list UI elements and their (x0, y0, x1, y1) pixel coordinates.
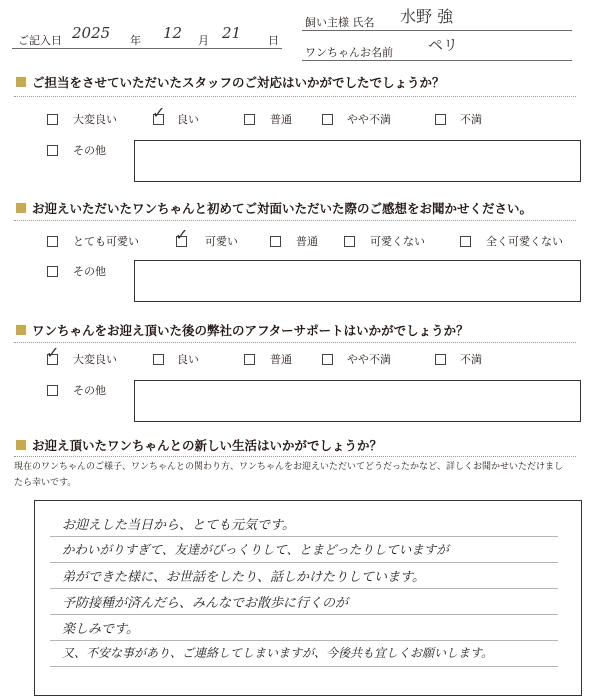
checkbox-other[interactable] (47, 385, 58, 396)
date-day: 21 (222, 24, 242, 42)
option-label: とても可愛い (73, 235, 139, 248)
checkbox-normal[interactable] (244, 354, 255, 365)
answer-line: かわいがりすぎて、友達がびっくりして、とまどったりしていますが (62, 542, 449, 557)
ruled-line (50, 562, 558, 563)
dotted-divider (14, 456, 576, 457)
ruled-line (50, 588, 558, 589)
ruled-line (50, 536, 558, 537)
owner-name: 水野 強 (400, 7, 454, 26)
dotted-divider (14, 342, 576, 343)
checkbox-normal[interactable] (244, 114, 255, 125)
checkbox-good[interactable] (153, 354, 164, 365)
checkbox-normal[interactable] (270, 236, 281, 247)
checkbox-very-cute[interactable] (47, 236, 58, 247)
other-text-box[interactable] (134, 140, 581, 182)
option-label: 大変良い (73, 353, 117, 366)
question-title: お迎えいただいたワンちゃんと初めてご対面いただいた際のご感想をお聞かせください。 (32, 201, 533, 216)
day-label: 日 (268, 34, 279, 47)
check-mark-icon: ✓ (46, 343, 60, 362)
option-label: やや不満 (347, 113, 391, 126)
date-underline (12, 48, 282, 49)
date-label: ご記入日 (18, 34, 62, 47)
ruled-line (50, 666, 558, 667)
other-text-box[interactable] (134, 260, 581, 302)
dog-name: ペリ (428, 36, 459, 54)
question-title: ご担当をさせていただいたスタッフのご対応はいかがでしたでしょうか？ (32, 75, 445, 90)
other-label: その他 (73, 384, 106, 397)
dotted-divider (14, 96, 576, 97)
option-label: 全く可愛くない (486, 235, 563, 248)
checkbox-other[interactable] (47, 266, 58, 277)
checkbox-dissatisfied[interactable] (435, 114, 446, 125)
owner-label: 飼い主様 氏名 (305, 16, 375, 29)
intro-line: 現在のワンちゃんのご様子、ワンちゃんとの関わり方、ワンちゃんをお迎えいただいてどうだったかなど、詳しくお聞かせいただけまし (14, 462, 564, 472)
option-label: 可愛くない (370, 235, 425, 248)
other-label: その他 (73, 144, 106, 157)
answer-line: お迎えした当日から、とても元気です。 (62, 518, 295, 533)
check-mark-icon: ✓ (152, 103, 166, 122)
answer-line: 楽しみです。 (62, 622, 139, 637)
intro-line: たら幸いです。 (14, 478, 77, 488)
option-label: 普通 (270, 113, 292, 126)
year-label: 年 (130, 34, 141, 47)
dog-label: ワンちゃんお名前 (305, 46, 393, 59)
question-marker (16, 325, 26, 335)
question-marker (16, 203, 26, 213)
dog-underline (302, 60, 572, 61)
option-label: 大変良い (73, 113, 117, 126)
month-label: 月 (198, 34, 209, 47)
option-label: 不満 (460, 113, 482, 126)
ruled-line (50, 614, 558, 615)
checkbox-not-cute[interactable] (344, 236, 355, 247)
option-label: 良い (177, 113, 199, 126)
option-label: 可愛い (205, 235, 238, 248)
question-intro (14, 459, 580, 491)
question-title: ワンちゃんをお迎え頂いた後の弊社のアフターサポートはいかがでしょうか？ (32, 323, 469, 338)
option-label: 不満 (460, 353, 482, 366)
answer-line: 又、不安な事があり、ご連絡してしまいますが、今後共も宜しくお願いします。 (62, 646, 494, 660)
answer-line: 予防接種が済んだら、みんなでお散歩に行くのが (62, 596, 349, 611)
option-label: やや不満 (347, 353, 391, 366)
question-marker (16, 77, 26, 87)
other-label: その他 (73, 265, 106, 278)
owner-underline (302, 30, 572, 31)
option-label: 普通 (270, 353, 292, 366)
checkbox-other[interactable] (47, 145, 58, 156)
checkbox-very-good[interactable] (47, 114, 58, 125)
option-label: 良い (177, 353, 199, 366)
checkbox-somewhat-dissatisfied[interactable] (322, 354, 333, 365)
question-title: お迎え頂いたワンちゃんとの新しい生活はいかがでしょうか？ (32, 438, 383, 453)
check-mark-icon: ✓ (175, 225, 189, 244)
checkbox-dissatisfied[interactable] (435, 354, 446, 365)
ruled-line (50, 640, 558, 641)
date-month: 12 (163, 24, 183, 42)
date-year: 2025 (72, 24, 111, 42)
other-text-box[interactable] (134, 380, 581, 422)
question-marker (16, 440, 26, 450)
checkbox-not-cute-at-all[interactable] (460, 236, 471, 247)
checkbox-somewhat-dissatisfied[interactable] (322, 114, 333, 125)
option-label: 普通 (296, 235, 318, 248)
answer-line: 弟ができた様に、お世話をしたり、話しかけたりしています。 (62, 570, 425, 585)
dotted-divider (14, 220, 576, 221)
